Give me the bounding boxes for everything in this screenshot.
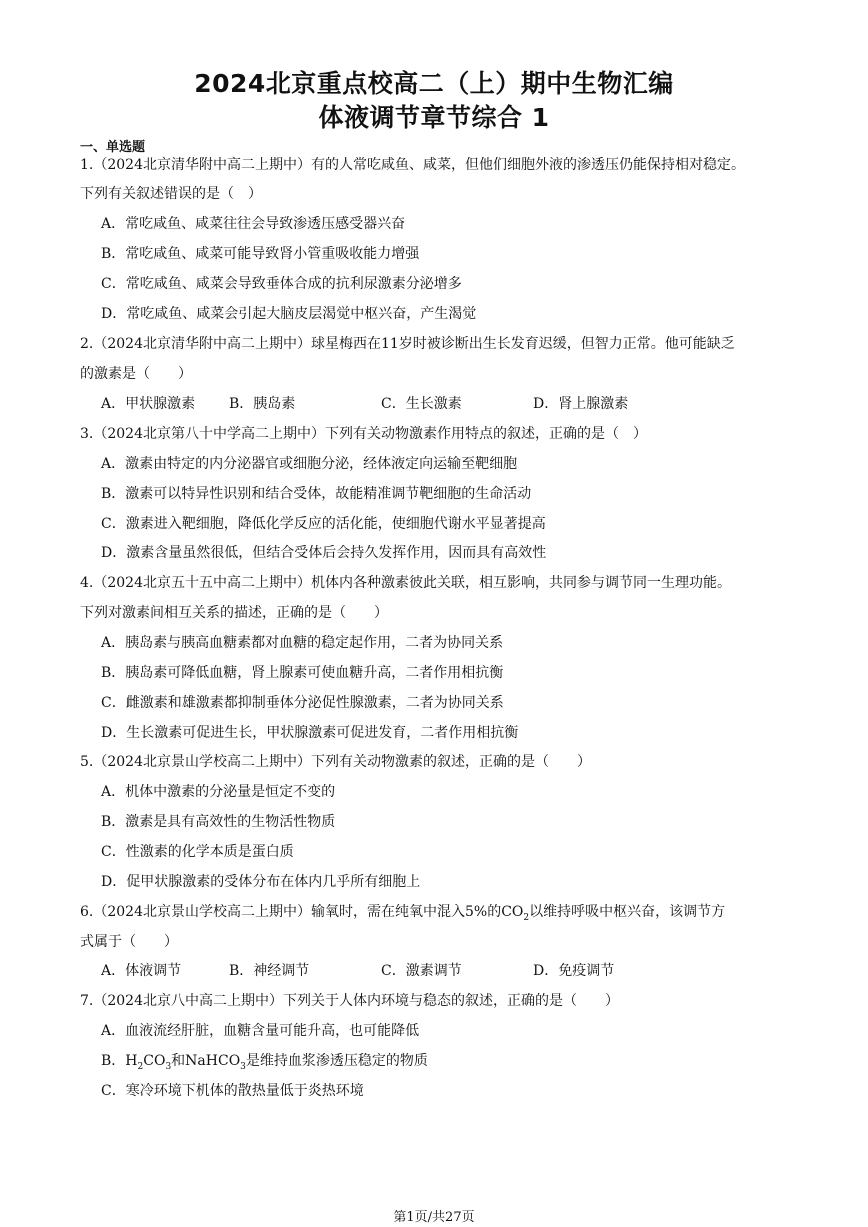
question-2-option-b: B．胰岛素 bbox=[229, 396, 296, 412]
question-5-option-d: D．促甲状腺激素的受体分布在体内几乎所有细胞上 bbox=[101, 874, 421, 890]
question-6-option-d: D．免疫调节 bbox=[533, 963, 615, 979]
question-1-option-d: D．常吃咸鱼、咸菜会引起大脑皮层渴觉中枢兴奋，产生渴觉 bbox=[101, 306, 477, 322]
question-2-stem-cont: 的激素是（ ） bbox=[80, 366, 192, 382]
question-6-stem-cont: 式属于（ ） bbox=[80, 934, 178, 950]
section-heading: 一、单选题 bbox=[80, 140, 146, 155]
question-2-stem: 2.（2024北京清华附中高二上期中）球星梅西在11岁时被诊断出生长发育迟缓，但智力正常。他可能缺乏 bbox=[80, 336, 735, 352]
question-5-option-b: B．激素是具有高效性的生物活性物质 bbox=[101, 814, 336, 830]
question-1-stem-cont: 下列有关叙述错误的是（ ） bbox=[80, 186, 262, 202]
question-6-option-a: A．体液调节 bbox=[101, 963, 182, 979]
question-5-stem: 5.（2024北京景山学校高二上期中）下列有关动物激素的叙述，正确的是（ ） bbox=[80, 754, 591, 770]
question-6-option-c: C．激素调节 bbox=[381, 963, 462, 979]
question-4-option-c: C．雌激素和雄激素都抑制垂体分泌促性腺激素，二者为协同关系 bbox=[101, 695, 504, 711]
question-2-option-a: A．甲状腺激素 bbox=[101, 396, 196, 412]
question-3-option-d: D．激素含量虽然很低，但结合受体后会持久发挥作用，因而具有高效性 bbox=[101, 545, 547, 561]
page-number: 第1页/共27页 bbox=[393, 1210, 475, 1225]
question-4-option-b: B．胰岛素可降低血糖，肾上腺素可使血糖升高，二者作用相抗衡 bbox=[101, 665, 504, 681]
question-5-option-a: A．机体中激素的分泌量是恒定不变的 bbox=[101, 784, 336, 800]
question-7-option-b: B．$H_2CO_3$和NaHCO$_3$是维持血浆渗透压稳定的物质 bbox=[101, 1053, 428, 1072]
question-4-option-d: D．生长激素可促进生长，甲状腺激素可促进发育，二者作用相抗衡 bbox=[101, 725, 519, 741]
question-1-stem: 1.（2024北京清华附中高二上期中）有的人常吃咸鱼、咸菜，但他们细胞外液的渗透压仍能保持相对稳定。 bbox=[80, 157, 745, 173]
question-3-stem: 3.（2024北京第八十中学高二上期中）下列有关动物激素作用特点的叙述，正确的是（ ） bbox=[80, 426, 647, 442]
question-6-option-b: B．神经调节 bbox=[229, 963, 310, 979]
question-6-stem: 6.（2024北京景山学校高二上期中）输氧时，需在纯氧中混入5%的$CO_2$以维持呼吸中枢兴奋，该调节方 bbox=[80, 904, 726, 923]
question-2-option-c: C．生长激素 bbox=[381, 396, 462, 412]
question-1-option-b: B．常吃咸鱼、咸菜可能导致肾小管重吸收能力增强 bbox=[101, 246, 420, 262]
question-4-option-a: A．胰岛素与胰高血糖素都对血糖的稳定起作用，二者为协同关系 bbox=[101, 635, 504, 651]
question-7-stem: 7.（2024北京八中高二上期中）下列关于人体内环境与稳态的叙述，正确的是（ ） bbox=[80, 993, 619, 1009]
question-4-stem: 4.（2024北京五十五中高二上期中）机体内各种激素彼此关联，相互影响，共同参与调节同一生理功能。 bbox=[80, 575, 731, 591]
page-subtitle: 体液调节章节综合 1 bbox=[318, 103, 550, 132]
page-title: 2024北京重点校高二（上）期中生物汇编 bbox=[194, 69, 674, 98]
question-5-option-c: C．性激素的化学本质是蛋白质 bbox=[101, 844, 294, 860]
question-1-option-c: C．常吃咸鱼、咸菜会导致垂体合成的抗利尿激素分泌增多 bbox=[101, 276, 462, 292]
question-7-option-c: C．寒冷环境下机体的散热量低于炎热环境 bbox=[101, 1083, 364, 1099]
question-3-option-a: A．激素由特定的内分泌器官或细胞分泌，经体液定向运输至靶细胞 bbox=[101, 456, 518, 472]
question-2-option-d: D．肾上腺激素 bbox=[533, 396, 629, 412]
question-3-option-b: B．激素可以特异性识别和结合受体，故能精准调节靶细胞的生命活动 bbox=[101, 486, 532, 502]
question-4-stem-cont: 下列对激素间相互关系的描述，正确的是（ ） bbox=[80, 605, 388, 621]
question-3-option-c: C．激素进入靶细胞，降低化学反应的活化能，使细胞代谢水平显著提高 bbox=[101, 516, 546, 532]
question-1-option-a: A．常吃咸鱼、咸菜往往会导致渗透压感受器兴奋 bbox=[101, 216, 406, 232]
question-7-option-a: A．血液流经肝脏，血糖含量可能升高，也可能降低 bbox=[101, 1023, 420, 1039]
